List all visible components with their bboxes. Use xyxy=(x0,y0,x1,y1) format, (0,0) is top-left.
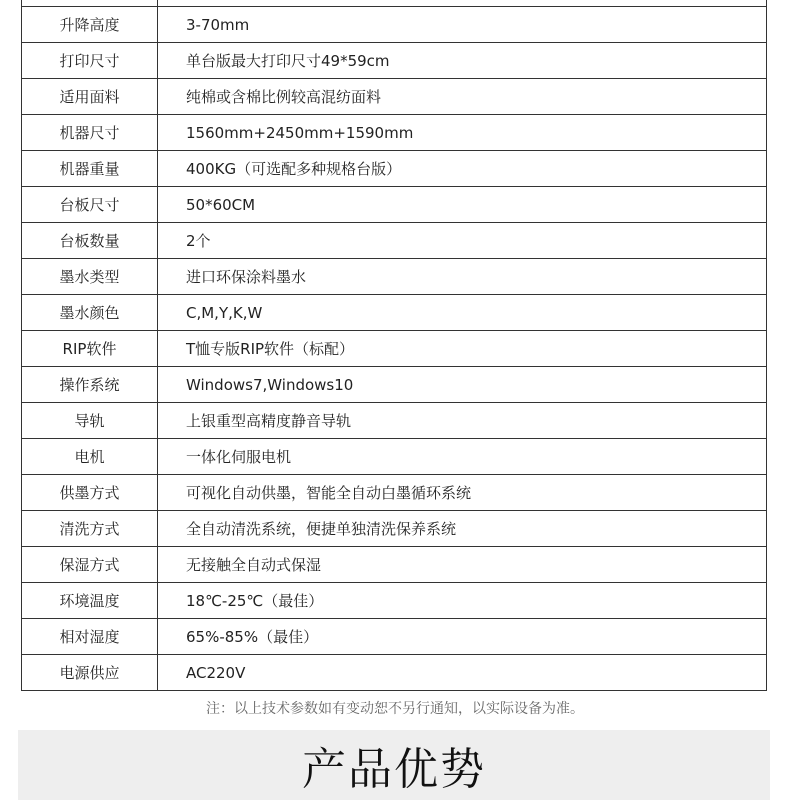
table-row xyxy=(22,619,767,655)
spec-value: 1560mm+2450mm+1590mm xyxy=(158,115,767,151)
spec-disclaimer-note: 注：以上技术参数如有变动恕不另行通知，以实际设备为准。 xyxy=(206,701,584,717)
spec-value: Windows7,Windows10 xyxy=(158,367,767,403)
table-row xyxy=(22,115,767,151)
table-row xyxy=(22,295,767,331)
spec-value: 纯棉或含棉比例较高混纺面料 xyxy=(158,79,767,115)
spec-label: 操作系统 xyxy=(22,367,158,403)
spec-value: 400KG（可选配多种规格台版） xyxy=(158,151,767,187)
spec-label: 升降高度 xyxy=(22,7,158,43)
table-row xyxy=(22,331,767,367)
spec-value: 可视化自动供墨，智能全自动白墨循环系统 xyxy=(158,475,767,511)
spec-label: 供墨方式 xyxy=(22,475,158,511)
spec-value: 上银重型高精度静音导轨 xyxy=(158,403,767,439)
spec-label: 机器重量 xyxy=(22,151,158,187)
spec-label: 电源供应 xyxy=(22,655,158,691)
table-row xyxy=(22,583,767,619)
spec-label: 适用面料 xyxy=(22,79,158,115)
spec-label: 墨水颜色 xyxy=(22,295,158,331)
spec-value: 50*60CM xyxy=(158,187,767,223)
spec-label: 电机 xyxy=(22,439,158,475)
spec-value: 无接触全自动式保湿 xyxy=(158,547,767,583)
spec-value: 进口环保涂料墨水 xyxy=(158,259,767,295)
spec-label: RIP软件 xyxy=(22,331,158,367)
table-row xyxy=(22,511,767,547)
spec-label: 保湿方式 xyxy=(22,547,158,583)
spec-value: 3-70mm xyxy=(158,7,767,43)
table-row xyxy=(22,7,767,43)
spec-label: 导轨 xyxy=(22,403,158,439)
spec-value: C,M,Y,K,W xyxy=(158,295,767,331)
spec-value: 一体化伺服电机 xyxy=(158,439,767,475)
table-row xyxy=(22,655,767,691)
section-banner xyxy=(18,730,770,800)
spec-value: 65%-85%（最佳） xyxy=(158,619,767,655)
table-row xyxy=(22,475,767,511)
spec-label: 打印尺寸 xyxy=(22,43,158,79)
table-row xyxy=(22,79,767,115)
table-row xyxy=(22,151,767,187)
spec-label: 清洗方式 xyxy=(22,511,158,547)
table-row xyxy=(22,223,767,259)
spec-value: AC220V xyxy=(158,655,767,691)
spec-table xyxy=(21,0,767,691)
table-row xyxy=(22,367,767,403)
section-title: 产品优势 xyxy=(302,744,486,795)
spec-label: 相对湿度 xyxy=(22,619,158,655)
spec-value: 全自动清洗系统，便捷单独清洗保养系统 xyxy=(158,511,767,547)
table-row xyxy=(22,43,767,79)
table-row xyxy=(22,187,767,223)
spec-value: T恤专版RIP软件（标配） xyxy=(158,331,767,367)
spec-table-body xyxy=(22,0,767,691)
spec-label: 墨水类型 xyxy=(22,259,158,295)
table-row xyxy=(22,547,767,583)
spec-label: 环境温度 xyxy=(22,583,158,619)
spec-label: 台板尺寸 xyxy=(22,187,158,223)
table-row xyxy=(22,439,767,475)
spec-value: 18℃-25℃（最佳） xyxy=(158,583,767,619)
table-row xyxy=(22,403,767,439)
spec-label: 台板数量 xyxy=(22,223,158,259)
table-row xyxy=(22,259,767,295)
spec-value: 2个 xyxy=(158,223,767,259)
spec-label: 机器尺寸 xyxy=(22,115,158,151)
spec-value: 单台版最大打印尺寸49*59cm xyxy=(158,43,767,79)
